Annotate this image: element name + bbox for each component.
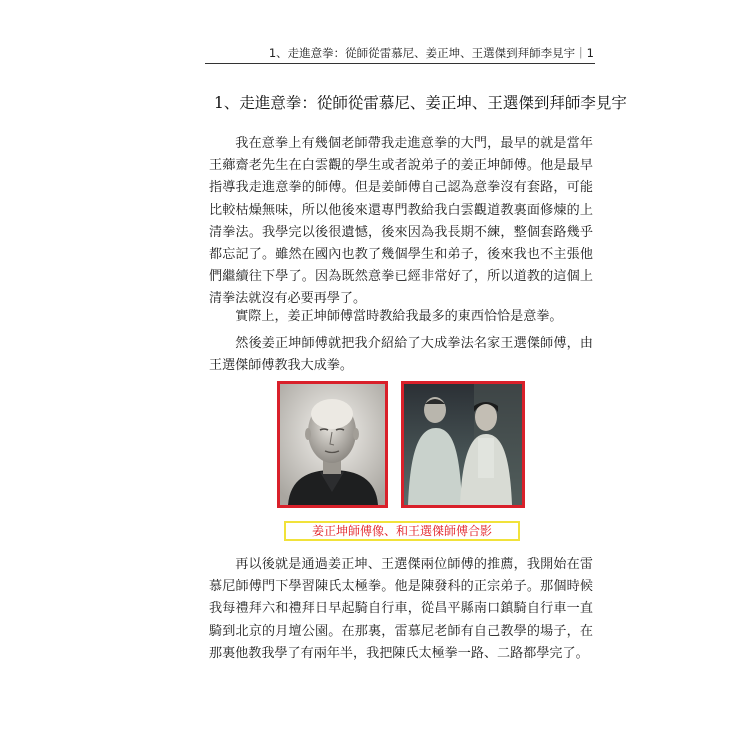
paragraph: 我在意拳上有幾個老師帶我走進意拳的大門，最早的就是當年王薌齋老先生在白雲觀的學生或者說弟子的姜正坤師傅。他是最早指導我走進意拳的師傅。但是姜師傅自己認為意拳沒有套路，可能比較枯燥無味，所以他後來還專門教給我白雲觀道教裏面修煉的上清拳法。我學完以後很遺憾，後來因為我長期不練，整個套路幾乎都忘記了。雖然在國內也教了幾個學生和弟子，後來我也不主張他們繼續往下學了。因為既然意拳已經非常好了，所以道教的這個上清拳法就沒有必要再學了。 xyxy=(209,136,593,307)
chapter-title: 1、走進意拳：從師從雷慕尼、姜正坤、王選傑到拜師李見宇 xyxy=(214,94,627,112)
running-header: 1、走進意拳：從師從雷慕尼、姜正坤、王選傑到拜師李見宇｜1 xyxy=(268,46,594,60)
body-text-block-1 xyxy=(209,133,593,311)
group-photo-wang xyxy=(401,381,525,508)
figure-caption: 姜正坤師傅像、和王選傑師傅合影 xyxy=(284,521,520,541)
portrait-image xyxy=(280,384,385,505)
body-text-block-3 xyxy=(209,333,593,377)
paragraph: 實際上，姜正坤師傅當時教給我最多的東西恰恰是意拳。 xyxy=(235,309,563,324)
header-rule xyxy=(205,63,595,64)
paragraph: 再以後就是通過姜正坤、王選傑兩位師傅的推薦，我開始在雷慕尼師傅門下學習陳氏太極拳。他是陳發科的正宗弟子。那個時候我每禮拜六和禮拜日早起騎自行車，從昌平縣南口鎮騎自行車一直騎到北京的月壇公園。在那裏，雷慕尼老師有自己教學的場子，在那裏他教我學了有兩年半，我把陳氏太極拳一路、二路都學完了。 xyxy=(209,557,593,661)
body-text-block-4 xyxy=(209,554,593,665)
paragraph: 然後姜正坤師傅就把我介紹給了大成拳法名家王選傑師傅，由王選傑師傅教我大成拳。 xyxy=(209,336,593,374)
portrait-photo-jiang xyxy=(277,381,388,508)
group-photo-image xyxy=(404,384,522,505)
body-text-block-2 xyxy=(209,306,593,328)
